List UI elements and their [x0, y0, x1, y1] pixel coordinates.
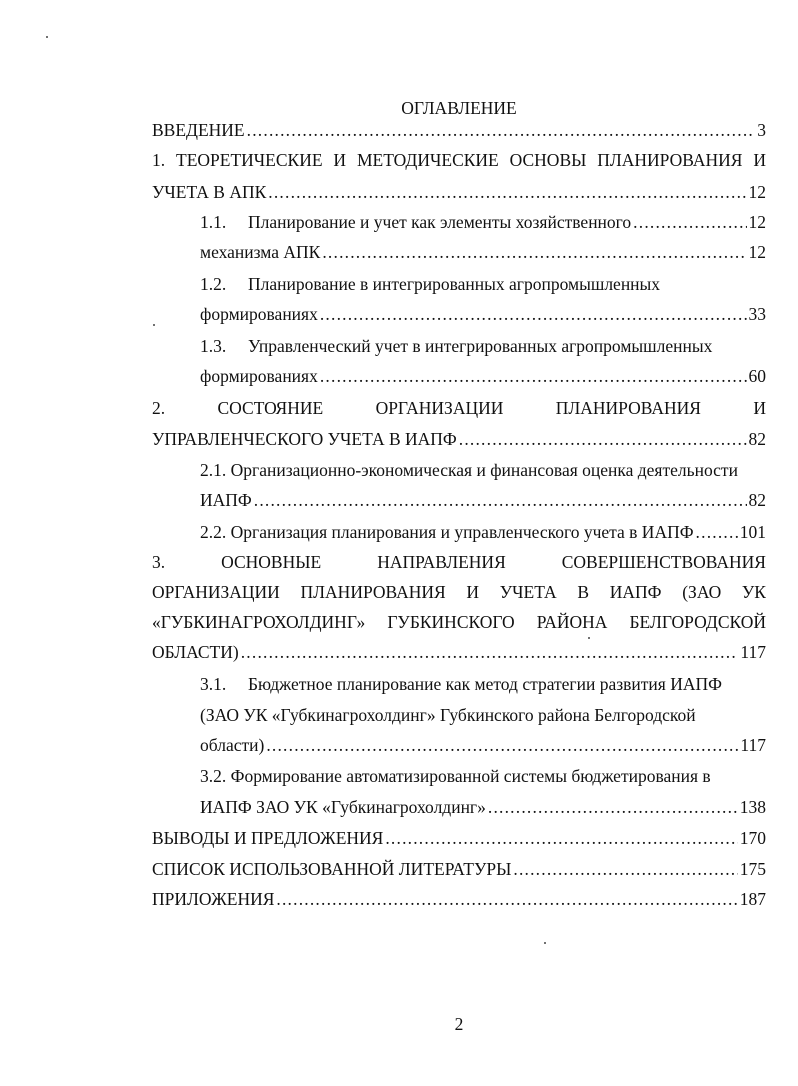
- scan-speck: [588, 637, 590, 639]
- dot-leader: [513, 857, 737, 881]
- dot-leader: [459, 427, 747, 451]
- toc-page-number: 33: [748, 304, 766, 324]
- word: БЕЛГОРОДСКОЙ: [629, 612, 766, 632]
- toc-entry-s2-1-line2[interactable]: [200, 488, 766, 512]
- toc-entry-text: механизма АПК: [200, 242, 321, 262]
- dot-leader: [247, 118, 756, 142]
- toc-entry-text: 2.1. Организационно-экономическая и финансовая оценка деятельности: [200, 460, 738, 480]
- toc-entry-intro[interactable]: [152, 118, 766, 142]
- toc-page-number: 175: [739, 859, 766, 879]
- toc-entry-text: ИАПФ ЗАО УК «Губкинагрохолдинг»: [200, 797, 486, 817]
- toc-entry-text: формированиях: [200, 366, 318, 386]
- toc-entry-s3-2-line1[interactable]: [200, 764, 766, 788]
- word: СОВЕРШЕНСТВОВАНИЯ: [561, 552, 766, 572]
- word: ОРГАНИЗАЦИИ: [375, 398, 504, 418]
- toc-entry-text: ОБЛАСТИ): [152, 642, 239, 662]
- toc-page-number: 12: [748, 212, 766, 232]
- dot-leader: [320, 364, 747, 388]
- toc-entry-text: 2.2. Организация планирования и управленческого учета в ИАПФ: [200, 522, 694, 542]
- toc-page-number: 3: [757, 120, 766, 140]
- word: ТЕОРЕТИЧЕСКИЕ: [176, 150, 323, 170]
- word: РАЙОНА: [536, 612, 608, 632]
- toc-entry-text: 3.2. Формирование автоматизированной системы бюджетирования в: [200, 766, 711, 786]
- toc-entry-text: Бюджетное планирование как метод стратегии развития ИАПФ: [248, 674, 722, 694]
- toc-page-number: 82: [748, 429, 766, 449]
- toc-page-number: 117: [740, 642, 766, 662]
- toc-page-number: 187: [739, 889, 766, 909]
- word: ПЛАНИРОВАНИЯ: [597, 150, 743, 170]
- toc-entry-s3-2-line2[interactable]: [200, 795, 766, 819]
- toc-entry-s3-1-line2[interactable]: [200, 703, 766, 727]
- word: ОРГАНИЗАЦИИ: [152, 582, 280, 602]
- toc-entry-s1-1-line2[interactable]: [200, 240, 766, 264]
- toc-entry-text: ИАПФ: [200, 490, 252, 510]
- toc-entry-text: ВВЕДЕНИЕ: [152, 120, 245, 140]
- dot-leader: [633, 210, 746, 234]
- word: МЕТОДИЧЕСКИЕ: [356, 150, 499, 170]
- word: СОСТОЯНИЕ: [217, 398, 324, 418]
- dot-leader: [488, 795, 738, 819]
- toc-entry-ch1-line1[interactable]: [152, 148, 766, 172]
- toc-entry-ch1-line2[interactable]: [152, 180, 766, 204]
- toc-entry-text: УПРАВЛЕНЧЕСКОГО УЧЕТА В ИАПФ: [152, 429, 457, 449]
- toc-entry-appendices[interactable]: [152, 887, 766, 911]
- word: И: [466, 582, 480, 602]
- dot-leader: [268, 180, 746, 204]
- word: УЧЕТА: [499, 582, 557, 602]
- section-number: 1.1.: [200, 212, 227, 232]
- word: «ГУБКИНАГРОХОЛДИНГ»: [152, 612, 366, 632]
- toc-page-number: 138: [739, 797, 766, 817]
- toc-entry-ch3-line3[interactable]: [152, 610, 766, 634]
- word: 2.: [152, 398, 166, 418]
- word: И: [753, 150, 766, 170]
- word: ПЛАНИРОВАНИЯ: [300, 582, 446, 602]
- toc-entry-text: УЧЕТА В АПК: [152, 182, 267, 202]
- toc-entry-s2-1-line1[interactable]: [200, 458, 766, 482]
- word: УК: [741, 582, 766, 602]
- toc-entry-text: Планирование и учет как элементы хозяйственного: [248, 212, 632, 232]
- toc-entry-ch2-line1[interactable]: [152, 396, 766, 420]
- dot-leader: [276, 887, 737, 911]
- word: В: [577, 582, 590, 602]
- toc-entry-text: (ЗАО УК «Губкинагрохолдинг» Губкинского района Белгородской: [200, 705, 696, 725]
- page-number: 2: [454, 1014, 464, 1034]
- word: 1.: [152, 150, 166, 170]
- word: ПЛАНИРОВАНИЯ: [555, 398, 701, 418]
- toc-entry-s1-3-line1[interactable]: [200, 334, 766, 358]
- word: И: [333, 150, 347, 170]
- toc-entry-s3-1-line1[interactable]: [200, 672, 766, 696]
- scan-speck: [153, 324, 155, 326]
- toc-page-number: 117: [740, 735, 766, 755]
- dot-leader: [320, 302, 747, 326]
- word: ОСНОВЫ: [509, 150, 587, 170]
- word: ОСНОВНЫЕ: [221, 552, 322, 572]
- toc-entry-text: Управленческий учет в интегрированных агропромышленных: [248, 336, 713, 356]
- toc-page-number: 12: [748, 182, 766, 202]
- toc-page-number: 82: [748, 490, 766, 510]
- toc-entry-s1-1-line1[interactable]: [200, 210, 766, 234]
- toc-entry-s2-2[interactable]: [200, 520, 766, 544]
- toc-entry-ch3-line1[interactable]: [152, 550, 766, 574]
- word: (ЗАО: [682, 582, 722, 602]
- scan-speck: [544, 942, 546, 944]
- toc-entry-s1-2-line1[interactable]: [200, 272, 766, 296]
- toc-entry-s1-2-line2[interactable]: [200, 302, 766, 326]
- toc-entry-text: области): [200, 735, 265, 755]
- toc-page-number: 101: [739, 522, 766, 542]
- toc-entry-conclusions[interactable]: [152, 826, 766, 850]
- dot-leader: [254, 488, 747, 512]
- toc-entry-ch3-line4[interactable]: [152, 640, 766, 664]
- word: НАПРАВЛЕНИЯ: [377, 552, 506, 572]
- dot-leader: [266, 733, 738, 757]
- toc-page-number: 170: [739, 828, 766, 848]
- toc-entry-s1-3-line2[interactable]: [200, 364, 766, 388]
- section-number: 3.1.: [200, 674, 227, 694]
- toc-title: ОГЛАВЛЕНИЕ: [401, 98, 517, 118]
- toc-entry-text: формированиях: [200, 304, 318, 324]
- section-number: 1.3.: [200, 336, 227, 356]
- dot-leader: [241, 640, 739, 664]
- toc-entry-references[interactable]: [152, 857, 766, 881]
- toc-entry-text: ПРИЛОЖЕНИЯ: [152, 889, 275, 909]
- toc-entry-text: ВЫВОДЫ И ПРЕДЛОЖЕНИЯ: [152, 828, 384, 848]
- dot-leader: [385, 826, 737, 850]
- toc-entry-text: СПИСОК ИСПОЛЬЗОВАННОЙ ЛИТЕРАТУРЫ: [152, 859, 512, 879]
- toc-entry-ch3-line2[interactable]: [152, 580, 766, 604]
- word: 3.: [152, 552, 166, 572]
- dot-leader: [696, 520, 738, 544]
- toc-entry-s3-1-line3[interactable]: [200, 733, 766, 757]
- word: ИАПФ: [609, 582, 662, 602]
- dot-leader: [322, 240, 746, 264]
- word: И: [753, 398, 766, 418]
- toc-entry-text: Планирование в интегрированных агропромышленных: [248, 274, 661, 294]
- scan-speck: [46, 36, 48, 38]
- word: ГУБКИНСКОГО: [387, 612, 515, 632]
- toc-entry-ch2-line2[interactable]: [152, 427, 766, 451]
- toc-page-number: 12: [748, 242, 766, 262]
- toc-page-number: 60: [748, 366, 766, 386]
- section-number: 1.2.: [200, 274, 227, 294]
